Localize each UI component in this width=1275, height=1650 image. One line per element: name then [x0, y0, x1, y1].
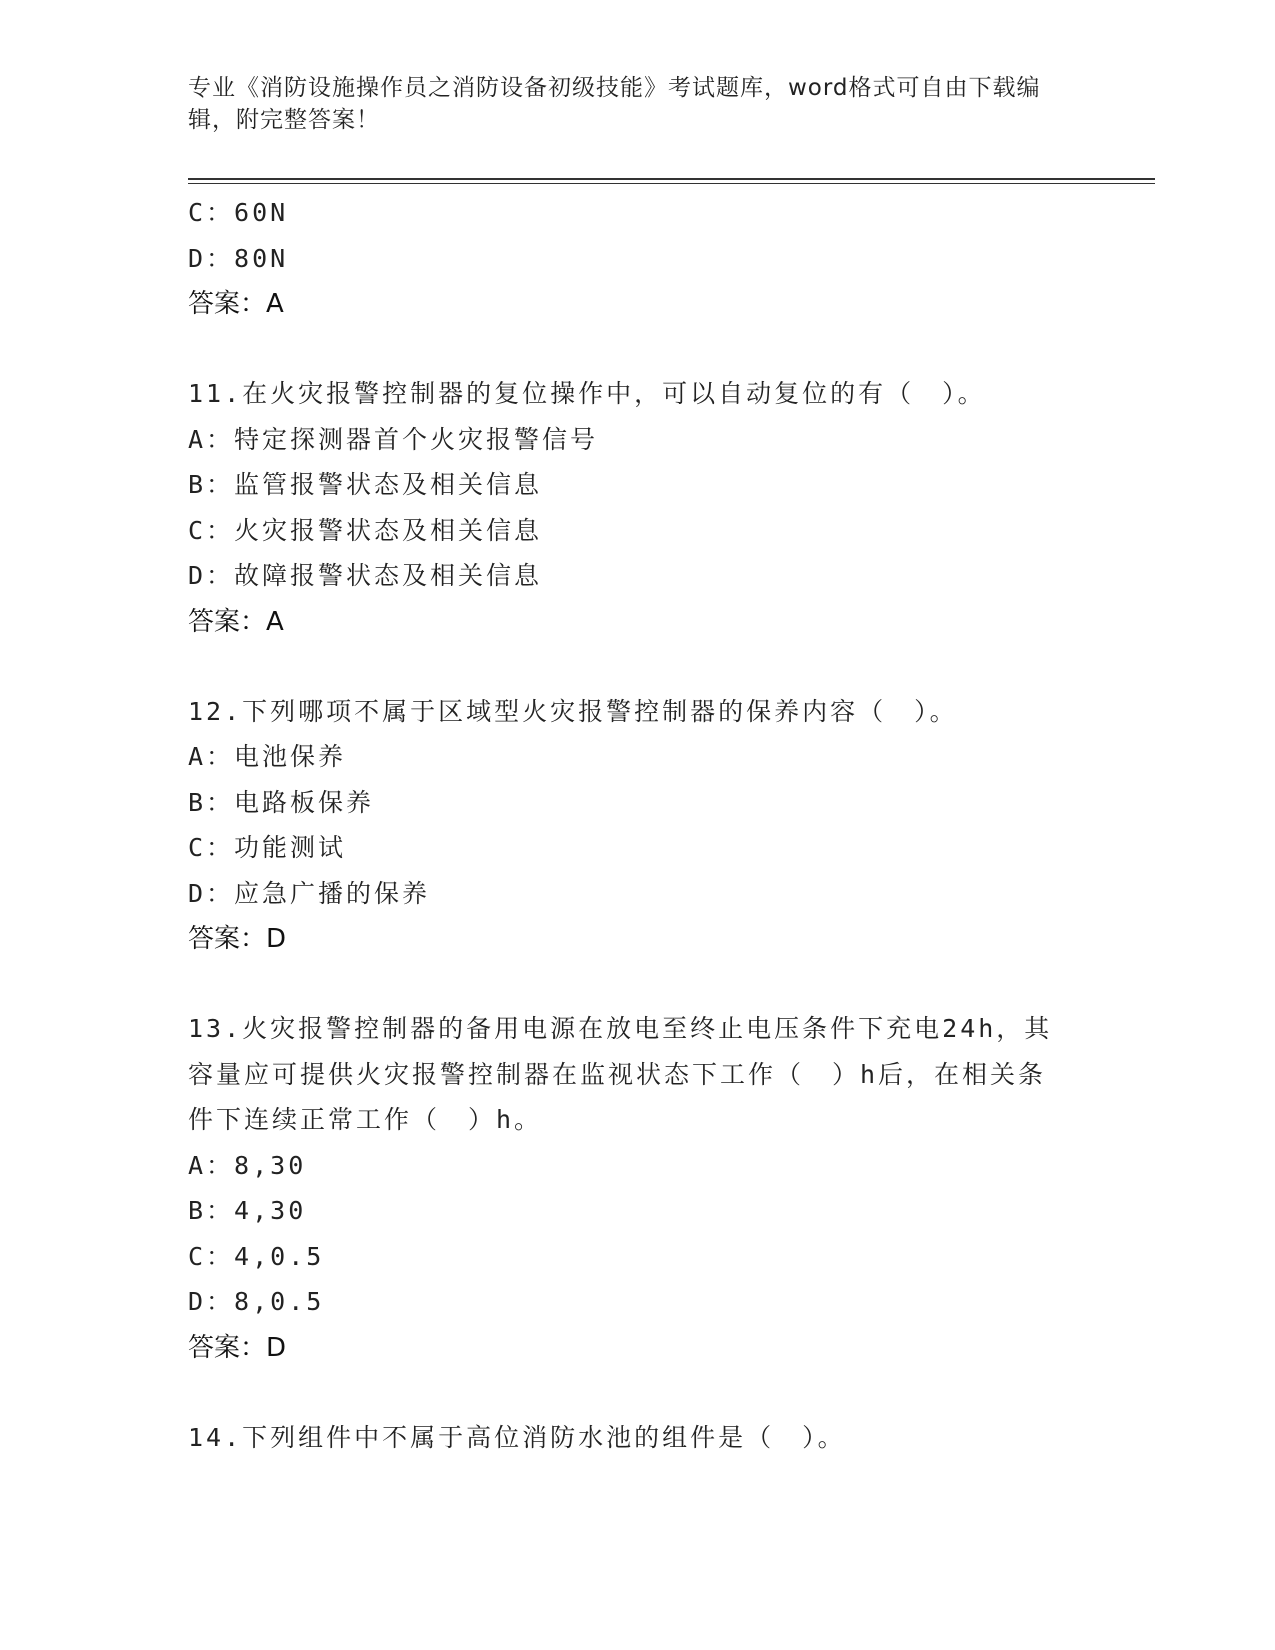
option-c: C：60N	[188, 198, 289, 227]
header-rule-thin	[188, 183, 1155, 184]
option-d: D：故障报警状态及相关信息	[188, 561, 543, 590]
document-header: 专业《消防设施操作员之消防设备初级技能》考试题库，word格式可自由下载编辑，附完整答案！	[188, 75, 1041, 133]
option-d: D：8,0.5	[188, 1287, 325, 1316]
question-stem-13-line-3: 件下连续正常工作（ ）h。	[188, 1105, 543, 1134]
option-a: A：特定探测器首个火灾报警信号	[188, 424, 599, 454]
question-stem-13-line-2: 容量应可提供火灾报警控制器在监视状态下工作（ ）h后，在相关条	[188, 1059, 1047, 1089]
spacer	[188, 1371, 1088, 1415]
option-b: B：4,30	[188, 1196, 307, 1225]
option-b: B：监管报警状态及相关信息	[188, 470, 543, 499]
spacer	[188, 327, 1088, 371]
spacer	[188, 962, 1088, 1006]
question-content	[188, 190, 1088, 1460]
question-stem-14: 14.下列组件中不属于高位消防水池的组件是（ ）。	[188, 1422, 846, 1452]
question-stem-11: 11.在火灾报警控制器的复位操作中，可以自动复位的有（ ）。	[188, 379, 986, 408]
answer-line: 答案：A	[188, 606, 284, 637]
option-c: C：功能测试	[188, 833, 347, 862]
question-stem-12: 12.下列哪项不属于区域型火灾报警控制器的保养内容（ ）。	[188, 696, 958, 726]
answer-line: 答案：A	[188, 289, 284, 319]
header-rule-thick	[188, 178, 1155, 180]
option-c: C：4,0.5	[188, 1241, 325, 1271]
option-a: A：电池保养	[188, 742, 347, 771]
spacer	[188, 645, 1088, 689]
question-stem-13-line-1: 13.火灾报警控制器的备用电源在放电至终止电压条件下充电24h，其	[188, 1014, 1053, 1043]
option-d: D：80N	[188, 243, 289, 273]
option-d: D：应急广播的保养	[188, 878, 431, 908]
option-c: C：火灾报警状态及相关信息	[188, 515, 543, 545]
answer-line: 答案：D	[188, 1332, 287, 1363]
option-a: A：8,30	[188, 1150, 307, 1180]
option-b: B：电路板保养	[188, 787, 375, 817]
answer-line: 答案：D	[188, 924, 287, 954]
